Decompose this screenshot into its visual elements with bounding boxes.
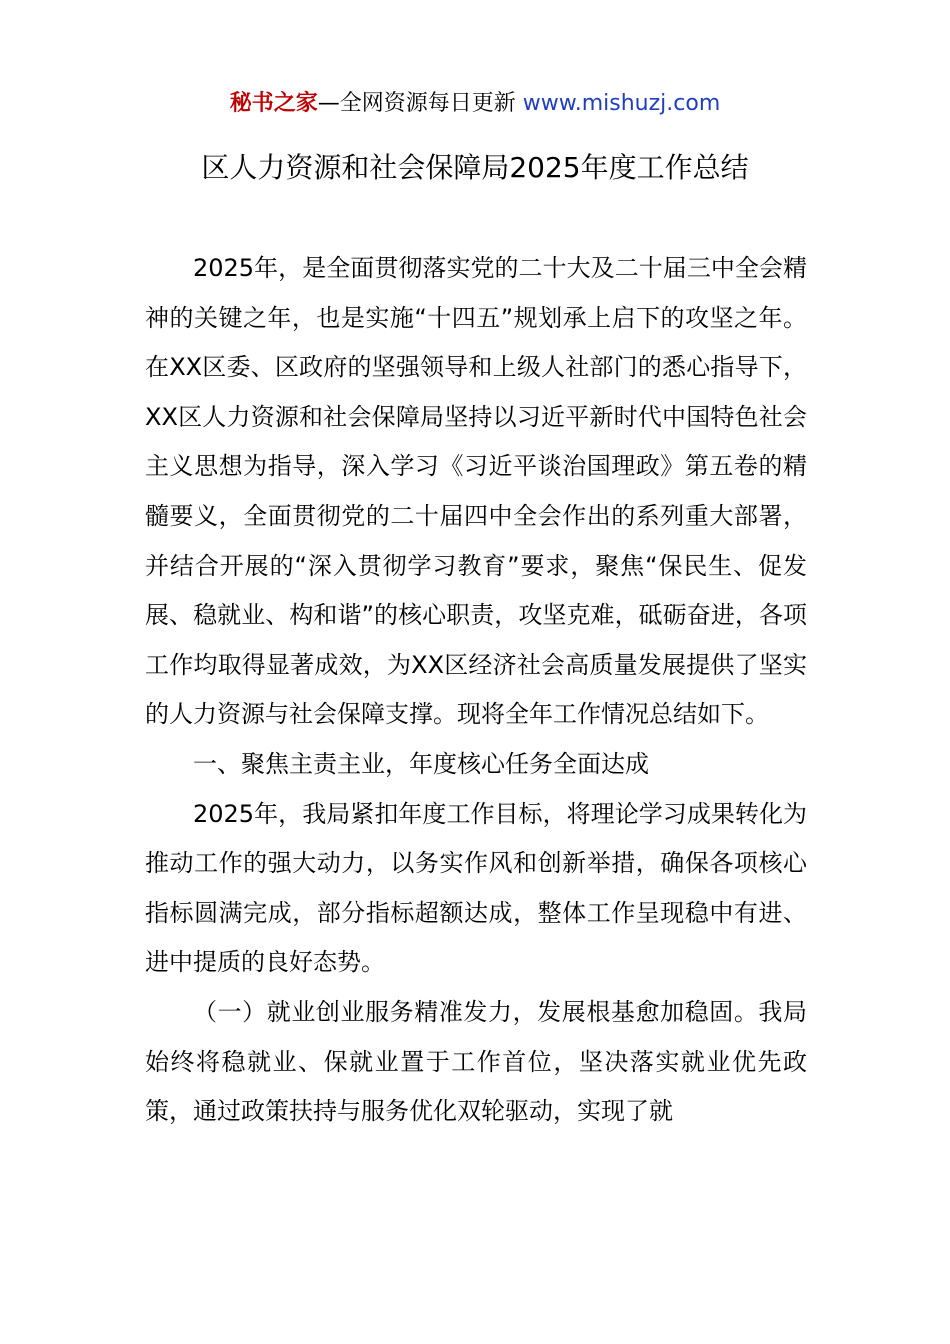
brand-name: 秘书之家 (229, 91, 318, 116)
document-title: 区人力资源和社会保障局2025年度工作总结 (201, 151, 749, 184)
subsection-paragraph: （一）就业创业服务精准发力，发展根基愈加稳固。我局始终将稳就业、保就业置于工作首位，坚决落实就业优先政策，通过政策扶持与服务优化双轮驱动，实现了就 (145, 997, 807, 1126)
intro-paragraph: 2025年，是全面贯彻落实党的二十大及二十届三中全会精神的关键之年，也是实施“十四五”规划承上启下的攻坚之年。在XX区委、区政府的坚强领导和上级人社部门的悉心指导下，XX区人力资源和社会保障局坚持以习近平新时代中国特色社会主义思想为指导，深入学习《习近平谈治国理政》第五卷的精髓要义，全面贯彻党的二十届四中全会作出的系列重大部署，并结合开展的“深入贯彻学习教育”要求，聚焦“保民生、促发展、稳就业、构和谐”的核心职责，攻坚克难，砥砺奋进，各项工作均取得显著成效，为XX区经济社会高质量发展提供了坚实的人力资源与社会保障支撑。现将全年工作情况总结如下。 (145, 254, 807, 729)
section-paragraph: 2025年，我局紧扣年度工作目标，将理论学习成果转化为推动工作的强大动力，以务实作风和创新举措，确保各项核心指标圆满完成，部分指标超额达成，整体工作呈现稳中有进、进中提质的良好态势。 (145, 799, 807, 977)
site-tagline: —全网资源每日更新 (317, 91, 523, 116)
site-url-link[interactable]: www.mishuzj.com (522, 91, 721, 116)
site-header (0, 86, 950, 122)
section-heading: 一、聚焦主责主业，年度核心任务全面达成 (193, 750, 649, 778)
document-body (145, 244, 807, 1137)
